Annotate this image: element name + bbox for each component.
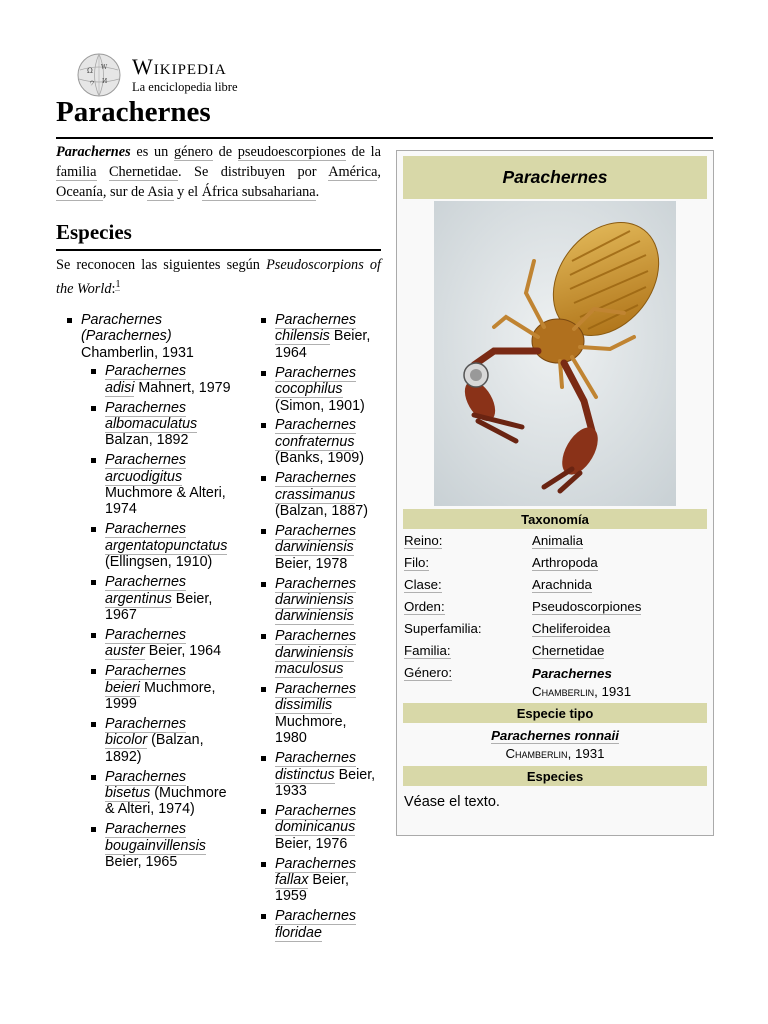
subgenus-name: Parachernes (Parachernes) <box>81 312 172 345</box>
species-epithet[interactable]: albomaculatus <box>105 415 198 432</box>
species-item <box>105 716 237 765</box>
species-author: (Balzan, 1887) <box>275 502 368 519</box>
species-item <box>275 908 381 941</box>
link-africa-subsahariana[interactable]: África subsahariana <box>201 184 316 200</box>
species-see-text: Véase el texto. <box>404 794 500 810</box>
genus-year: , 1931 <box>594 684 632 699</box>
title-divider <box>56 137 713 139</box>
species-link[interactable]: Parachernes <box>275 908 357 925</box>
species-link[interactable]: Parachernes <box>275 470 357 487</box>
species-intro-paragraph <box>56 255 381 299</box>
intro-text: , <box>377 164 381 180</box>
subgenus-item <box>81 312 241 871</box>
species-item <box>275 856 381 905</box>
value-link-pseudoscorpiones[interactable]: Pseudoscorpiones <box>532 599 642 614</box>
species-epithet[interactable]: floridae <box>275 924 322 941</box>
type-species-block <box>403 727 707 763</box>
link-chernetidae[interactable]: Chernetidae <box>108 164 179 180</box>
species-epithet[interactable]: darwiniensis maculosus <box>275 644 354 678</box>
type-species-link[interactable]: Parachernes ronnaii <box>491 728 619 743</box>
pseudoscorpion-photo[interactable] <box>434 201 676 506</box>
species-epithet[interactable]: confraternus <box>275 433 355 450</box>
species-item <box>275 523 381 572</box>
species-epithet[interactable]: auster <box>105 643 145 660</box>
species-epithet[interactable]: bicolor <box>105 732 148 749</box>
species-list-column-1 <box>81 312 241 874</box>
species-link[interactable]: Parachernes <box>275 750 357 767</box>
link-familia[interactable]: familia <box>56 164 97 180</box>
rank-link-genero[interactable]: Género: <box>404 665 453 680</box>
intro-paragraph <box>56 142 381 202</box>
genus-value: Parachernes <box>532 666 612 681</box>
species-heading: Especies <box>403 766 707 786</box>
species-item <box>105 821 237 870</box>
wikipedia-logo[interactable] <box>74 52 238 98</box>
value-link-chernetidae[interactable]: Chernetidae <box>532 643 605 658</box>
species-author: Balzan, 1892 <box>105 432 189 449</box>
species-author: Muchmore, 1999 <box>105 679 216 712</box>
link-america[interactable]: América <box>328 164 378 180</box>
link-pseudoescorpiones[interactable]: pseudoescorpiones <box>237 144 346 160</box>
species-author: Beier, 1964 <box>275 328 371 361</box>
species-author: (Banks, 1909) <box>275 450 365 467</box>
species-link[interactable]: Parachernes <box>105 574 187 591</box>
rank-link-familia[interactable]: Familia: <box>404 643 451 658</box>
species-link[interactable]: Parachernes <box>275 681 357 698</box>
species-item <box>275 681 381 747</box>
link-genero[interactable]: género <box>173 144 213 160</box>
species-author: Mahnert, 1979 <box>138 379 231 396</box>
species-epithet[interactable]: dominicanus <box>275 819 356 836</box>
species-item <box>105 400 237 449</box>
species-intro-text: Se reconocen las siguientes según <box>56 257 267 273</box>
species-author: Beier, 1976 <box>275 835 348 852</box>
taxobox-title: Parachernes <box>403 156 707 199</box>
species-author: (Ellingsen, 1910) <box>105 554 213 571</box>
svg-text:W: W <box>101 64 108 71</box>
type-species-year: , 1931 <box>567 746 605 761</box>
species-item <box>105 769 237 818</box>
species-link[interactable]: Parachernes <box>105 821 187 838</box>
species-epithet[interactable]: crassimanus <box>275 486 356 503</box>
value-link-cheliferoidea[interactable]: Cheliferoidea <box>532 621 611 636</box>
link-oceania[interactable]: Oceanía <box>56 184 103 200</box>
svg-text:И: И <box>102 78 108 85</box>
rank-link-clase[interactable]: Clase: <box>404 577 442 592</box>
intro-text: . <box>315 184 320 200</box>
species-item <box>275 803 381 852</box>
species-item <box>275 576 381 625</box>
species-link[interactable]: Parachernes <box>105 768 187 785</box>
species-epithet[interactable]: cocophilus <box>275 381 343 398</box>
species-link[interactable]: Parachernes <box>105 715 187 732</box>
value-link-arachnida[interactable]: Arachnida <box>532 577 592 592</box>
type-species-author: Chamberlin <box>505 746 568 761</box>
species-author: (Simon, 1901) <box>275 397 365 414</box>
section-heading-especies: Especies <box>56 220 132 244</box>
species-item <box>105 452 237 518</box>
type-species-heading: Especie tipo <box>403 703 707 723</box>
species-author: Beier, 1965 <box>105 854 178 871</box>
species-link[interactable]: Parachernes <box>105 399 187 416</box>
species-item <box>105 363 237 396</box>
species-intro-colon: : <box>111 280 116 297</box>
species-epithet[interactable]: darwiniensis <box>275 539 354 556</box>
species-item <box>275 750 381 799</box>
species-link[interactable]: Parachernes <box>105 452 187 469</box>
species-link[interactable]: Parachernes <box>105 626 187 643</box>
section-divider <box>56 249 381 251</box>
species-link[interactable]: Parachernes <box>105 521 187 538</box>
species-link[interactable]: Parachernes <box>275 575 357 592</box>
species-item <box>275 470 381 519</box>
species-link[interactable]: Parachernes <box>275 364 357 381</box>
species-author: Muchmore, 1980 <box>275 713 347 747</box>
species-epithet[interactable]: argentatopunctatus <box>105 537 228 554</box>
page-title: Parachernes <box>56 96 211 128</box>
species-link[interactable]: Parachernes <box>275 417 357 434</box>
species-author: Beier, 1959 <box>275 872 349 905</box>
species-epithet[interactable]: chilensis <box>275 328 330 345</box>
intro-text: . Se distribuyen por <box>178 164 329 180</box>
species-epithet[interactable]: adisi <box>105 379 135 396</box>
species-link[interactable]: Parachernes <box>275 802 357 819</box>
species-author: Beier, 1933 <box>275 766 376 799</box>
species-link[interactable]: Parachernes <box>105 663 187 680</box>
value-link-arthropoda[interactable]: Arthropoda <box>532 555 598 570</box>
species-item <box>275 417 381 466</box>
rank-link-reino[interactable]: Reino: <box>404 533 443 548</box>
species-item <box>275 365 381 414</box>
species-author: Beier, 1978 <box>275 555 348 572</box>
svg-text:ウ: ウ <box>89 80 96 87</box>
species-item <box>105 663 237 712</box>
species-epithet[interactable]: bougainvillensis <box>105 837 206 854</box>
intro-text: , sur de <box>102 184 148 200</box>
species-list-column-2 <box>275 312 381 945</box>
subgenus-author: Chamberlin, 1931 <box>81 344 194 361</box>
logo-subtitle: La enciclopedia libre <box>132 80 238 95</box>
species-author: Beier, 1967 <box>105 590 213 623</box>
species-epithet[interactable]: arcuodigitus <box>105 468 183 485</box>
intro-text: de la <box>345 144 381 160</box>
species-author: Beier, 1964 <box>148 643 222 660</box>
species-author: (Balzan, 1892) <box>105 732 204 765</box>
rank-link-orden[interactable]: Orden: <box>404 599 445 614</box>
species-item <box>105 574 237 623</box>
logo-title: Wikipedia <box>132 54 227 80</box>
species-epithet[interactable]: beieri <box>105 679 140 696</box>
species-link[interactable]: Parachernes <box>275 628 357 645</box>
genus-author: Chamberlin <box>532 684 595 699</box>
intro-text: de <box>212 144 238 160</box>
species-author: (Muchmore & Alteri, 1974) <box>105 784 227 818</box>
species-epithet[interactable]: dissimilis <box>275 697 333 714</box>
source-title: Pseudoscorpions of the World <box>56 257 381 297</box>
species-item <box>275 312 381 361</box>
species-link[interactable]: Parachernes <box>275 522 357 539</box>
species-item <box>275 628 381 677</box>
link-asia[interactable]: Asia <box>147 184 174 200</box>
species-item <box>105 627 237 660</box>
taxonomy-heading: Taxonomía <box>403 509 707 529</box>
taxobox <box>396 150 714 836</box>
species-item <box>105 521 237 570</box>
species-link[interactable]: Parachernes <box>275 312 357 328</box>
species-link[interactable]: Parachernes <box>275 855 357 872</box>
svg-text:Ω: Ω <box>87 67 93 75</box>
species-epithet[interactable]: darwiniensis darwiniensis <box>275 592 354 625</box>
species-epithet[interactable]: fallax <box>275 872 309 888</box>
species-epithet[interactable]: distinctus <box>275 766 335 783</box>
wikipedia-globe-icon <box>74 52 124 98</box>
species-epithet[interactable]: bisetus <box>105 784 151 801</box>
reference-link[interactable]: 1 <box>115 279 121 290</box>
rank-link-filo[interactable]: Filo: <box>404 555 430 570</box>
intro-text <box>97 164 109 180</box>
intro-genus: Parachernes <box>56 144 131 160</box>
species-epithet[interactable]: argentinus <box>105 590 172 607</box>
rank-label-superfamilia: Superfamilia: <box>404 621 482 636</box>
intro-text: es un <box>130 144 174 160</box>
value-link-animalia[interactable]: Animalia <box>532 533 583 548</box>
species-author: Muchmore & Alteri, 1974 <box>105 485 226 518</box>
species-link[interactable]: Parachernes <box>105 363 187 380</box>
intro-text: y el <box>173 184 202 200</box>
